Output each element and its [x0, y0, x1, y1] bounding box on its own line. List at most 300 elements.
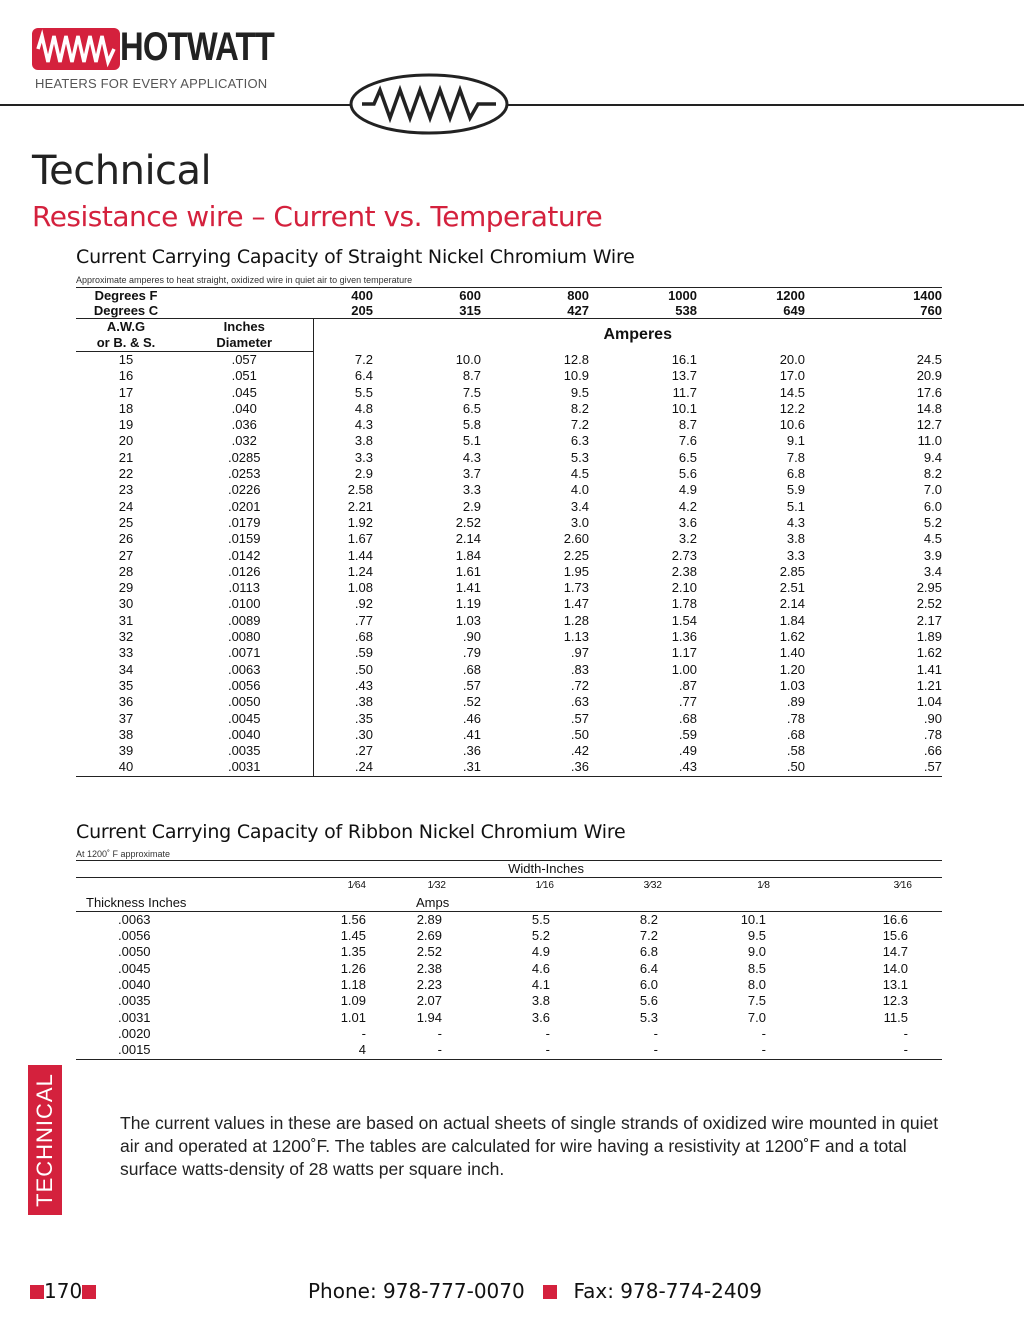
amperes-value: 7.2: [354, 351, 373, 367]
amperes-value: 7.0: [923, 482, 942, 498]
ribbon-thickness: .0040: [118, 977, 151, 993]
wire-diameter: .0089: [176, 613, 313, 629]
width-value: 3⁄32: [643, 880, 662, 892]
amps-value: 8.0: [747, 977, 766, 993]
amperes-value: .68: [678, 710, 697, 726]
amps-value: 5.2: [531, 928, 550, 944]
amperes-value: 2.38: [671, 563, 697, 579]
amperes-value: 11.7: [672, 384, 697, 400]
amperes-value: 1.89: [916, 629, 942, 645]
amperes-value: .41: [462, 726, 481, 742]
amperes-value: 1.54: [671, 612, 697, 628]
amperes-value: 2.73: [671, 547, 697, 563]
amperes-value: .72: [570, 677, 589, 693]
awg-label: A.W.G: [106, 319, 146, 334]
amperes-value: .90: [923, 710, 942, 726]
table-row: [76, 928, 942, 944]
amps-value: 11.5: [883, 1009, 908, 1025]
amperes-value: 5.1: [786, 498, 805, 514]
brand-name: HOTWATT: [120, 25, 274, 69]
amps-label: Amps: [366, 895, 584, 912]
amperes-value: 20.9: [916, 368, 942, 384]
table-row: [76, 662, 942, 678]
amps-value: 1.35: [340, 944, 366, 960]
table-row: [76, 645, 942, 661]
amperes-value: 7.6: [678, 433, 697, 449]
header-divider: [0, 104, 1024, 106]
amperes-value: .58: [786, 743, 805, 759]
amperes-value: 1.28: [563, 612, 589, 628]
wire-diameter: .0031: [176, 759, 313, 776]
amperes-value: 3.0: [570, 514, 589, 530]
amperes-value: 2.9: [462, 498, 481, 514]
amperes-value: 2.60: [563, 531, 589, 547]
amperes-value: 1.08: [347, 580, 373, 596]
amperes-value: 1.73: [563, 580, 589, 596]
deg-f-value: 1400: [913, 288, 942, 303]
amperes-value: 4.5: [923, 531, 942, 547]
amperes-value: .49: [678, 743, 697, 759]
awg-gauge: 18: [118, 400, 134, 416]
deg-c-value: 538: [589, 303, 697, 319]
amps-value: 6.4: [639, 960, 658, 976]
width-value: 1⁄16: [535, 880, 554, 892]
deg-c-value: 427: [481, 303, 589, 319]
amperes-value: .38: [354, 694, 373, 710]
amperes-value: 3.2: [678, 531, 697, 547]
amperes-value: 6.3: [570, 433, 589, 449]
amperes-value: 1.67: [347, 531, 373, 547]
amperes-value: 8.7: [462, 368, 481, 384]
amperes-value: 1.19: [455, 596, 481, 612]
amps-value: 1.56: [340, 911, 366, 927]
awg-gauge: 40: [118, 759, 134, 775]
amperes-value: .78: [786, 710, 805, 726]
table-row: [76, 401, 942, 417]
wire-diameter: .0045: [176, 711, 313, 727]
amperes-value: 4.3: [354, 417, 373, 433]
table-row: [76, 515, 942, 531]
width-value: 3⁄16: [893, 880, 912, 892]
amps-value: -: [653, 1025, 658, 1041]
awg-gauge: 23: [118, 482, 134, 498]
amperes-value: 1.44: [347, 547, 373, 563]
wire-diameter: .0056: [176, 678, 313, 694]
amperes-value: .68: [354, 629, 373, 645]
amperes-value: 5.6: [678, 466, 697, 482]
amperes-value: 8.7: [678, 417, 697, 433]
amperes-value: 7.5: [462, 384, 481, 400]
amperes-value: 3.3: [462, 482, 481, 498]
amperes-value: 4.2: [678, 498, 697, 514]
ribbon-table-title: Current Carrying Capacity of Ribbon Nickel Chromium Wire: [76, 821, 626, 843]
amperes-value: 10.1: [671, 400, 697, 416]
amperes-value: 5.8: [462, 417, 481, 433]
table-row: [76, 961, 942, 977]
amperes-value: .77: [678, 694, 697, 710]
amps-value: 1.45: [340, 928, 366, 944]
awg-gauge: 17: [118, 384, 134, 400]
wire-diameter: .0226: [176, 482, 313, 498]
amperes-value: .24: [354, 759, 373, 775]
deg-f-value: 1200: [776, 288, 805, 303]
amperes-value: 3.3: [786, 547, 805, 563]
amps-value: 2.07: [416, 993, 442, 1009]
red-square-icon: [82, 1285, 96, 1299]
amps-value: 6.0: [639, 977, 658, 993]
wire-diameter: .0142: [176, 548, 313, 564]
amperes-value: .50: [786, 759, 805, 775]
table-row: [76, 727, 942, 743]
amperes-value: 3.7: [462, 466, 481, 482]
amperes-value: 14.8: [916, 400, 942, 416]
amperes-value: 10.9: [563, 368, 589, 384]
resistor-emblem-icon: [348, 72, 510, 136]
table-row: [76, 548, 942, 564]
ribbon-thickness: .0050: [118, 944, 151, 960]
page-number: 170: [44, 1279, 83, 1303]
amperes-value: .92: [354, 596, 373, 612]
degrees-f-row: [76, 288, 942, 304]
amperes-value: 7.2: [570, 417, 589, 433]
amps-value: 2.23: [416, 977, 442, 993]
degrees-f-label: Degrees F: [94, 288, 158, 303]
amperes-value: 4.3: [786, 514, 805, 530]
deg-c-value: 315: [373, 303, 481, 319]
deg-f-value: 400: [351, 288, 373, 303]
amperes-value: 3.8: [786, 531, 805, 547]
diameter-label: Inches: [176, 319, 313, 336]
wire-diameter: .051: [176, 368, 313, 384]
ribbon-thickness: .0020: [118, 1025, 151, 1041]
amps-value: 1.26: [340, 960, 366, 976]
thickness-label: Thickness Inches: [76, 895, 236, 912]
amps-value: 1.01: [340, 1009, 366, 1025]
amperes-value: 12.7: [916, 417, 942, 433]
awg-gauge: 31: [118, 612, 134, 628]
footer-page-number: [30, 1279, 96, 1303]
awg-gauge: 25: [118, 514, 134, 530]
table-row: [76, 596, 942, 612]
technical-side-tab-label: TECHNICAL: [32, 1073, 57, 1207]
amperes-value: 4.8: [354, 400, 373, 416]
hotwatt-logo-icon: [32, 28, 120, 70]
amps-value: 15.6: [882, 928, 908, 944]
wire-diameter: .0063: [176, 662, 313, 678]
awg-gauge: 24: [118, 498, 134, 514]
width-value: 1⁄64: [347, 880, 366, 892]
brand-tagline: HEATERS FOR EVERY APPLICATION: [35, 76, 268, 91]
amperes-value: 2.21: [347, 498, 373, 514]
awg-gauge: 21: [118, 449, 134, 465]
amps-value: 10.1: [740, 911, 766, 927]
deg-c-value: 760: [805, 303, 942, 319]
amperes-value: 6.8: [786, 466, 805, 482]
amps-value: 3.6: [531, 1009, 550, 1025]
amps-value: 13.1: [882, 977, 908, 993]
amperes-value: 6.4: [354, 368, 373, 384]
awg-gauge: 37: [118, 710, 134, 726]
wire-diameter: .0285: [176, 450, 313, 466]
table-row: [76, 368, 942, 384]
table-row: [76, 433, 942, 449]
width-value: 1⁄8: [757, 880, 770, 892]
amperes-value: 1.41: [916, 661, 942, 677]
width-header-row: [76, 861, 942, 878]
amperes-value: .79: [462, 645, 481, 661]
amperes-value: .89: [786, 694, 805, 710]
amperes-value: 2.52: [455, 514, 481, 530]
thickness-header-row: [76, 895, 942, 912]
amperes-value: 1.20: [779, 661, 805, 677]
amps-value: 4.1: [531, 977, 550, 993]
table-row: [76, 629, 942, 645]
amperes-value: 4.0: [570, 482, 589, 498]
table-row: [76, 711, 942, 727]
ribbon-thickness: .0031: [118, 1009, 151, 1025]
awg-gauge: 39: [118, 743, 134, 759]
awg-gauge: 38: [118, 726, 134, 742]
amps-value: 16.6: [882, 911, 908, 927]
awg-gauge: 33: [118, 645, 134, 661]
table-row: [76, 759, 942, 776]
amps-value: -: [437, 1025, 442, 1041]
amperes-value: 4.9: [678, 482, 697, 498]
deg-f-value: 600: [459, 288, 481, 303]
amperes-value: .50: [570, 726, 589, 742]
table-row: [76, 499, 942, 515]
amps-value: 2.89: [416, 911, 442, 927]
amperes-value: .90: [462, 629, 481, 645]
ribbon-wire-table: [76, 860, 942, 1060]
table-row: [76, 977, 942, 993]
deg-c-value: 205: [313, 303, 373, 319]
table-row: [76, 466, 942, 482]
amperes-value: .66: [923, 743, 942, 759]
amperes-value: .57: [462, 677, 481, 693]
amperes-value: 2.17: [916, 612, 942, 628]
page-title: Technical: [32, 148, 212, 194]
amperes-value: 3.6: [678, 514, 697, 530]
amps-value: -: [545, 1025, 550, 1041]
amperes-value: .52: [462, 694, 481, 710]
amperes-value: .57: [570, 710, 589, 726]
amperes-value: 1.04: [916, 694, 942, 710]
amperes-value: 2.85: [779, 563, 805, 579]
amperes-value: 3.9: [923, 547, 942, 563]
ribbon-thickness: .0045: [118, 960, 151, 976]
amperes-label: Amperes: [603, 326, 672, 344]
amperes-value: .27: [354, 743, 373, 759]
amperes-value: 12.8: [563, 351, 589, 367]
awg-gauge: 32: [118, 629, 134, 645]
amperes-value: 3.4: [570, 498, 589, 514]
amperes-value: 3.8: [354, 433, 373, 449]
amps-value: 12.3: [882, 993, 908, 1009]
straight-wire-table: [76, 287, 942, 777]
amperes-value: 13.7: [671, 368, 697, 384]
wire-diameter: .0179: [176, 515, 313, 531]
width-values-row: [76, 878, 942, 895]
amps-value: 6.8: [639, 944, 658, 960]
amperes-value: 1.03: [779, 677, 805, 693]
amps-value: 2.69: [416, 928, 442, 944]
amperes-value: 2.51: [779, 580, 805, 596]
amperes-value: 2.95: [916, 580, 942, 596]
amperes-value: 1.84: [779, 612, 805, 628]
wire-diameter: .0040: [176, 727, 313, 743]
amps-value: 1.09: [340, 993, 366, 1009]
awg-gauge: 28: [118, 563, 134, 579]
amperes-value: 2.52: [916, 596, 942, 612]
amps-value: -: [903, 1042, 908, 1058]
ribbon-table-note: At 1200˚ F approximate: [76, 849, 171, 859]
table-row: [76, 944, 942, 960]
degrees-c-row: [76, 303, 942, 319]
awg-gauge: 27: [118, 547, 134, 563]
awg-gauge: 16: [118, 368, 134, 384]
amperes-value: .43: [678, 759, 697, 775]
amperes-value: 4.5: [570, 466, 589, 482]
table-row: [76, 482, 942, 498]
amperes-value: .31: [462, 759, 481, 775]
straight-table-title: Current Carrying Capacity of Straight Nickel Chromium Wire: [76, 246, 635, 268]
amperes-value: 7.8: [786, 449, 805, 465]
wire-diameter: .0050: [176, 694, 313, 710]
amperes-value: 1.03: [455, 612, 481, 628]
amps-value: -: [653, 1042, 658, 1058]
amperes-value: 12.2: [779, 400, 805, 416]
table-row: [76, 580, 942, 596]
deg-f-value: 800: [567, 288, 589, 303]
amperes-value: .36: [570, 759, 589, 775]
amperes-value: 1.41: [455, 580, 481, 596]
red-square-icon: [543, 1285, 557, 1299]
amperes-value: 17.6: [916, 384, 942, 400]
amperes-value: 1.84: [455, 547, 481, 563]
table-row: [76, 678, 942, 694]
amperes-value: .46: [462, 710, 481, 726]
table-row: [76, 1026, 942, 1042]
wire-diameter: .032: [176, 433, 313, 449]
straight-table-note: Approximate amperes to heat straight, oxidized wire in quiet air to given temperature: [76, 275, 413, 285]
awg-gauge: 19: [118, 417, 134, 433]
deg-f-value: 1000: [668, 288, 697, 303]
amperes-value: 10.6: [779, 417, 805, 433]
footer-phone: Phone: 978-777-0070: [308, 1279, 525, 1303]
ribbon-thickness: .0063: [118, 911, 151, 927]
amperes-value: 1.61: [455, 563, 481, 579]
awg-gauge: 36: [118, 694, 134, 710]
amperes-value: 11.0: [917, 433, 942, 449]
amperes-value: 5.1: [462, 433, 481, 449]
awg-gauge: 30: [118, 596, 134, 612]
awg-gauge: 29: [118, 580, 134, 596]
amperes-value: 1.24: [347, 563, 373, 579]
wire-diameter: .036: [176, 417, 313, 433]
amps-value: 4.9: [531, 944, 550, 960]
amperes-value: 1.40: [779, 645, 805, 661]
amperes-value: 1.62: [779, 629, 805, 645]
amperes-value: 1.17: [671, 645, 697, 661]
table-row: [76, 564, 942, 580]
amperes-value: 8.2: [570, 400, 589, 416]
amps-value: 9.0: [747, 944, 766, 960]
awg-gauge: 20: [118, 433, 134, 449]
amperes-value: 20.0: [779, 351, 805, 367]
amperes-value: .77: [354, 612, 373, 628]
amperes-value: .59: [678, 726, 697, 742]
explanation-paragraph: The current values in these are based on actual sheets of single strands of oxidized wire mounted in quiet air and operated at 1200˚F. The tables are calculated for wire having a resistivity at 1200˚F and a total surface watts-density of 28 watts per square inch.: [120, 1113, 939, 1179]
amperes-value: 9.5: [570, 384, 589, 400]
amperes-value: 1.13: [563, 629, 589, 645]
amperes-value: 6.0: [923, 498, 942, 514]
amperes-value: .35: [354, 710, 373, 726]
table-row: [76, 450, 942, 466]
amperes-value: .59: [354, 645, 373, 661]
amps-value: 8.5: [747, 960, 766, 976]
amperes-value: 1.78: [671, 596, 697, 612]
wire-diameter: .0201: [176, 499, 313, 515]
awg-gauge: 35: [118, 677, 134, 693]
amps-value: 9.5: [747, 928, 766, 944]
wire-diameter: .0071: [176, 645, 313, 661]
amps-value: 14.0: [882, 960, 908, 976]
table-row: [76, 993, 942, 1009]
amps-value: 2.52: [416, 944, 442, 960]
table-row: [76, 743, 942, 759]
amperes-value: .78: [923, 726, 942, 742]
degrees-c-label: Degrees C: [76, 303, 176, 319]
amps-value: -: [761, 1025, 766, 1041]
amps-value: 4: [358, 1042, 366, 1058]
table-row: [76, 1010, 942, 1026]
amperes-value: 8.2: [923, 466, 942, 482]
amperes-value: 24.5: [916, 351, 942, 367]
amps-value: 7.2: [639, 928, 658, 944]
amperes-value: 2.14: [455, 531, 481, 547]
red-square-icon: [30, 1285, 44, 1299]
amperes-value: .68: [786, 726, 805, 742]
wire-diameter: .0035: [176, 743, 313, 759]
amperes-value: 3.3: [354, 449, 373, 465]
table-row: [76, 352, 942, 369]
ribbon-thickness: .0035: [118, 993, 151, 1009]
width-inches-label: Width-Inches: [236, 861, 584, 878]
wire-diameter: .057: [176, 352, 313, 369]
amperes-value: 2.25: [563, 547, 589, 563]
amps-value: 8.2: [639, 911, 658, 927]
awg-gauge: 15: [118, 352, 134, 367]
wire-diameter: .0080: [176, 629, 313, 645]
amps-value: 1.94: [416, 1009, 442, 1025]
awg-gauge: 26: [118, 531, 134, 547]
amps-value: -: [545, 1042, 550, 1058]
amperes-value: 5.2: [923, 514, 942, 530]
table-row: [76, 911, 942, 928]
amps-value: 7.5: [747, 993, 766, 1009]
amperes-value: .83: [570, 661, 589, 677]
amperes-value: .97: [570, 645, 589, 661]
amperes-value: 3.4: [923, 563, 942, 579]
amperes-value: 6.5: [462, 400, 481, 416]
footer-fax: Fax: 978-774-2409: [573, 1279, 762, 1303]
wire-diameter: .045: [176, 385, 313, 401]
awg-header-row: [76, 319, 942, 336]
amperes-value: 17.0: [779, 368, 805, 384]
awg-gauge: 34: [118, 661, 134, 677]
table-row: [76, 531, 942, 547]
